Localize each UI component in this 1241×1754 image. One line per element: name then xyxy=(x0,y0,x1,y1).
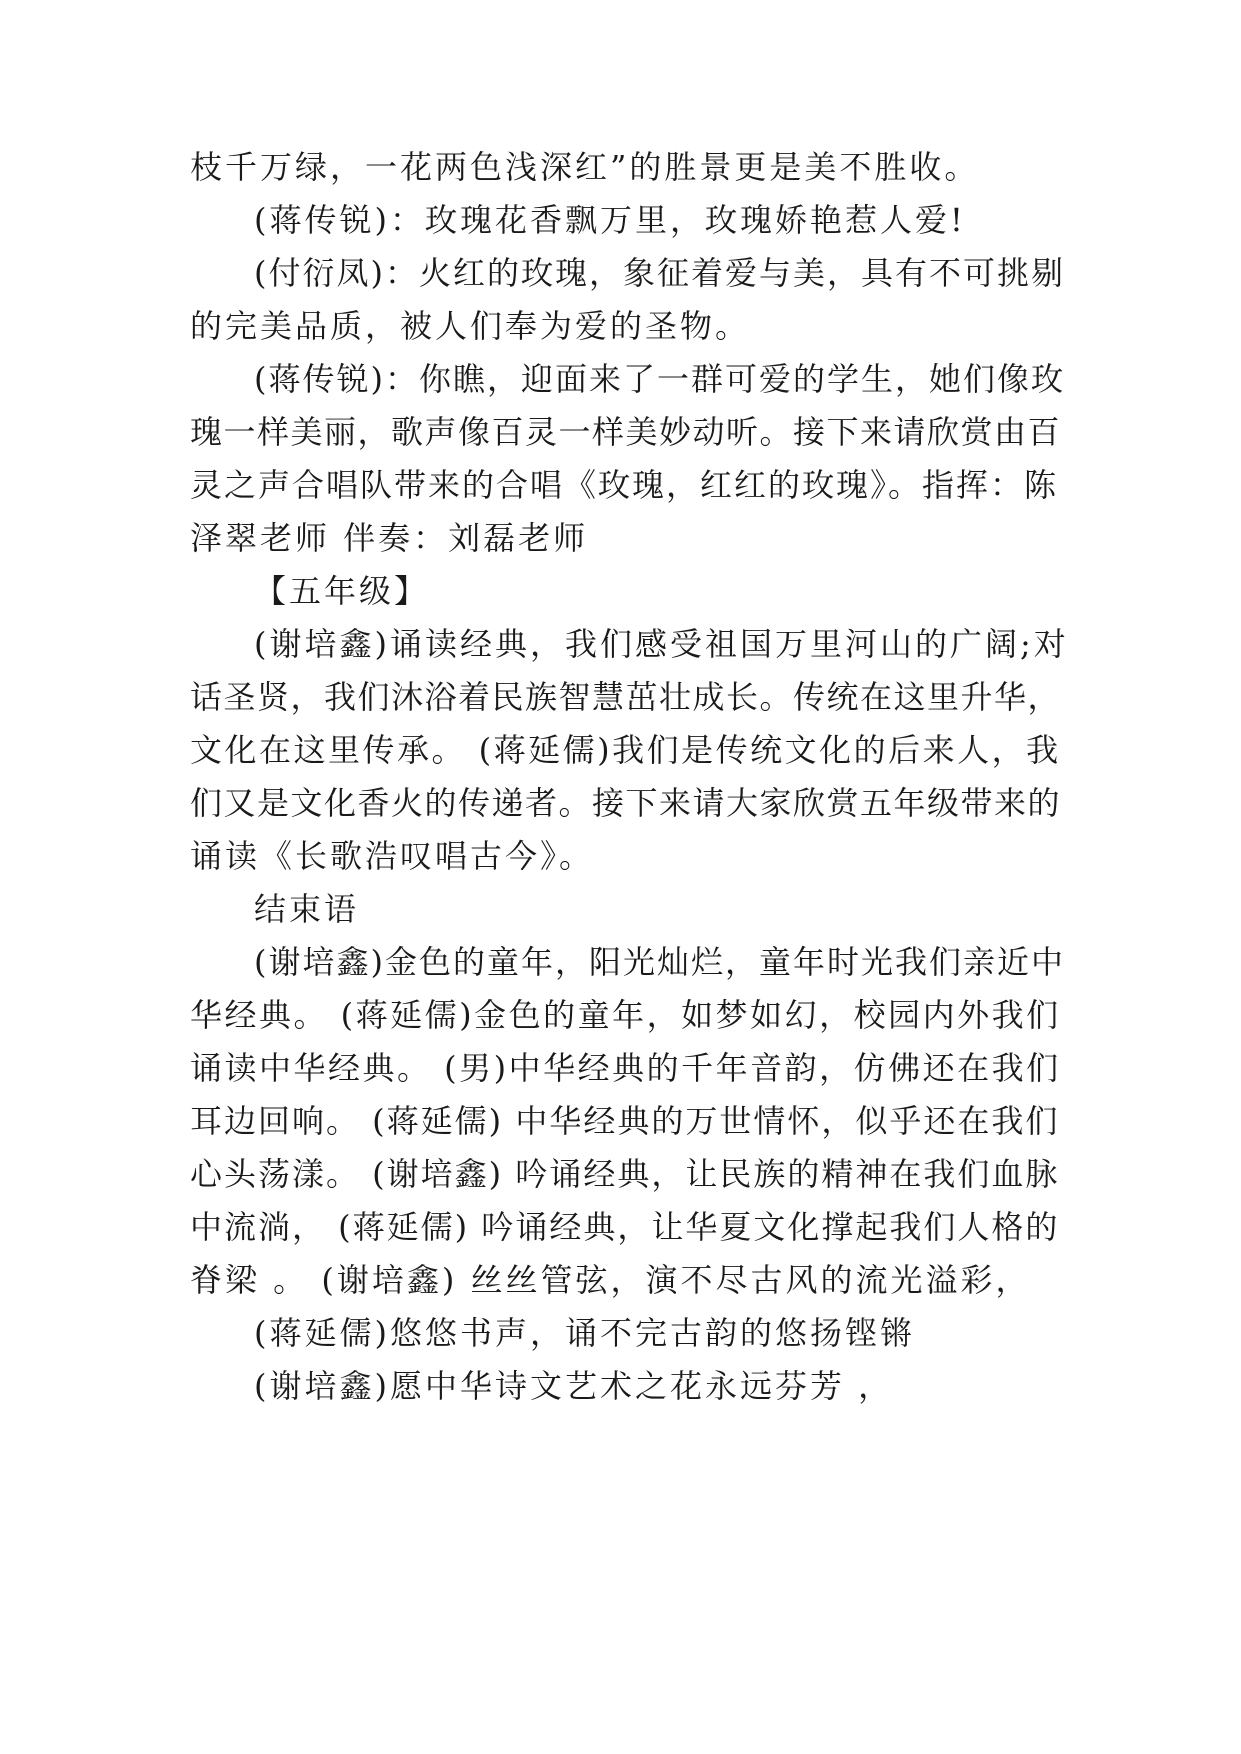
text-line: 耳边回响。 (蒋延儒) 中华经典的万世情怀，似乎还在我们 xyxy=(190,1102,1060,1140)
text-line: 诵读中华经典。 (男)中华经典的千年音韵，仿佛还在我们 xyxy=(190,1049,1061,1087)
text-line: 枝千万绿，一花两色浅深红”的胜景更是美不胜收。 xyxy=(190,148,980,186)
text-line: (谢培鑫)愿中华诗文艺术之花永远芬芳 ， xyxy=(254,1367,894,1405)
text-line: 脊梁 。 (谢培鑫) 丝丝管弦，演不尽古风的流光溢彩， xyxy=(190,1261,1031,1299)
text-line: (谢培鑫)诵读经典，我们感受祖国万里河山的广阔;对 xyxy=(254,625,1069,663)
text-line: 中流淌， (蒋延儒) 吟诵经典，让华夏文化撑起我们人格的 xyxy=(190,1208,1060,1246)
text-line: 灵之声合唱队带来的合唱《玫瑰，红红的玫瑰》。指挥：陈 xyxy=(190,466,1059,504)
text-line: 文化在这里传承。 (蒋延儒)我们是传统文化的后来人，我 xyxy=(190,731,1061,769)
text-line: (蒋延儒)悠悠书声，诵不完古韵的悠扬铿锵 xyxy=(254,1314,915,1352)
text-line: (谢培鑫)金色的童年，阳光灿烂，童年时光我们亲近中 xyxy=(254,943,1065,981)
text-line: 心头荡漾。 (谢培鑫) 吟诵经典，让民族的精神在我们血脉 xyxy=(190,1155,1060,1193)
text-line: 的完美品质，被人们奉为爱的圣物。 xyxy=(190,307,751,345)
text-line: 华经典。 (蒋延儒)金色的童年，如梦如幻，校园内外我们 xyxy=(190,996,1061,1034)
text-line: 话圣贤，我们沐浴着民族智慧茁壮成长。传统在这里升华， xyxy=(190,678,1062,716)
section-heading: 【五年级】 xyxy=(254,572,430,610)
text-line: 瑰一样美丽，歌声像百灵一样美妙动听。接下来请欣赏由百 xyxy=(190,413,1062,451)
section-heading: 结束语 xyxy=(254,890,360,928)
text-line: (蒋传锐)：你瞧，迎面来了一群可爱的学生，她们像玫 xyxy=(254,360,1065,398)
text-line: 诵读《长歌浩叹唱古今》。 xyxy=(190,837,595,875)
text-line: 泽翠老师 伴奏：刘磊老师 xyxy=(190,519,589,557)
text-line: 们又是文化香火的传递者。接下来请大家欣赏五年级带来的 xyxy=(190,784,1062,822)
text-line: (蒋传锐)：玫瑰花香飘万里，玫瑰娇艳惹人爱! xyxy=(254,201,966,239)
text-line: (付衍凤)：火红的玫瑰，象征着爱与美，具有不可挑剔 xyxy=(254,254,1065,292)
